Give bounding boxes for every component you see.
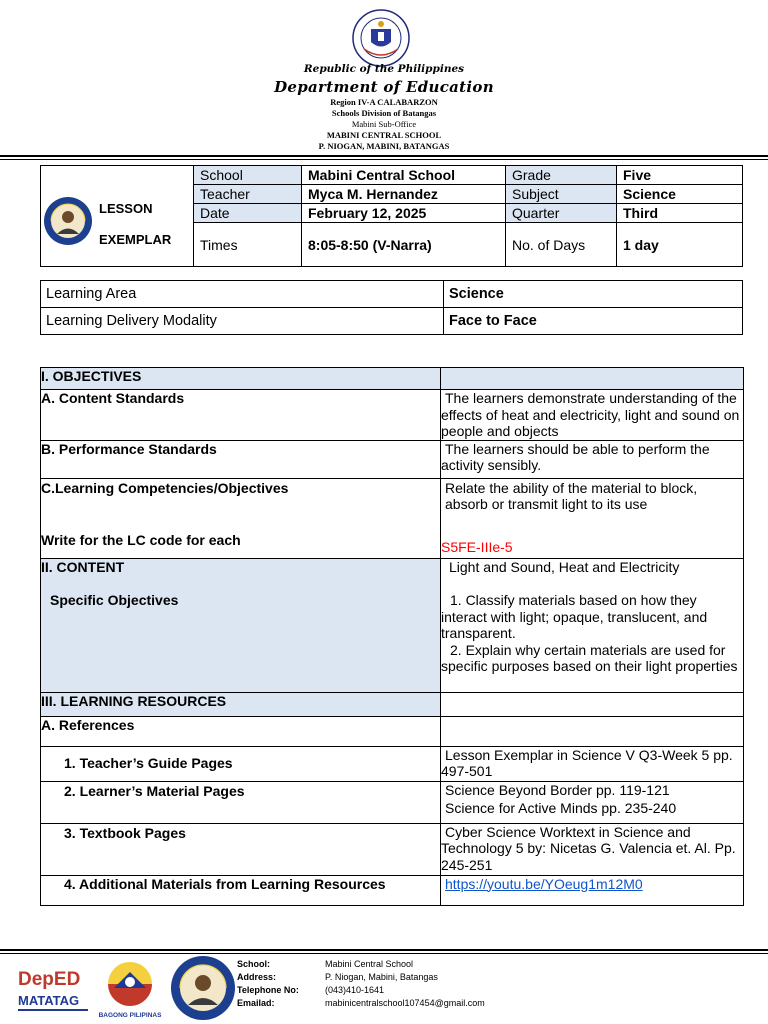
performance-standards-value: The learners should be able to perform the activity sensibly.	[441, 440, 710, 473]
days-label: No. of Days	[506, 223, 617, 267]
header-address: P. NIOGAN, MABINI, BATANGAS	[318, 141, 450, 151]
lm-pages-label: 2. Learner’s Material Pages	[41, 781, 441, 823]
objectives-heading: I. OBJECTIVES	[41, 368, 441, 390]
quarter-label: Quarter	[506, 204, 617, 223]
bagong-logo-text: BAGONG PILIPINAS	[98, 1012, 162, 1019]
competencies-cell	[41, 478, 441, 558]
grade-value: Five	[617, 166, 743, 185]
specific-objectives-label: Specific Objectives	[50, 592, 179, 608]
footer-address-value: P. Niogan, Mabini, Batangas	[325, 972, 438, 982]
deped-logo-text: DepED	[18, 969, 81, 990]
competencies-value: Relate the ability of the material to block, absorb or transmit light to its use	[445, 479, 698, 512]
textbook-pages-label: 3. Textbook Pages	[41, 823, 441, 875]
subject-value: Science	[617, 185, 743, 204]
footer-phone-label: Telephone No:	[237, 985, 299, 995]
footer-school-seal-icon	[170, 955, 236, 1021]
content-standards-cell	[441, 390, 744, 441]
additional-materials-cell	[441, 875, 744, 905]
header-republic: Republic of the Philippines	[303, 63, 465, 75]
competencies-value-cell	[441, 478, 744, 558]
grade-label: Grade	[506, 166, 617, 185]
additional-materials-link[interactable]: https://youtu.be/YOeug1m12M0	[445, 875, 643, 892]
footer-school-value: Mabini Central School	[325, 959, 414, 969]
date-label: Date	[194, 204, 302, 223]
lc-code-value: S5FE-IIIe-5	[441, 538, 513, 555]
lesson-exemplar-cell	[41, 166, 194, 267]
bagong-pilipinas-logo-icon	[94, 958, 166, 1020]
resources-heading: III. LEARNING RESOURCES	[41, 692, 441, 716]
references-label: A. References	[41, 716, 441, 746]
footer-values	[325, 958, 485, 1010]
tg-pages-cell	[441, 746, 744, 781]
lm-pages-value-2: Science for Active Minds pp. 235-240	[445, 800, 677, 816]
footer-school-label: School:	[237, 959, 270, 969]
lesson-label: LESSON	[99, 201, 153, 216]
content-standards-label: A. Content Standards	[41, 390, 441, 441]
times-value: 8:05-8:50 (V-Narra)	[302, 223, 506, 267]
quarter-value: Third	[617, 204, 743, 223]
performance-standards-cell	[441, 440, 744, 478]
content-heading: II. CONTENT	[41, 558, 125, 575]
header-school: MABINI CENTRAL SCHOOL	[326, 130, 442, 140]
lc-code-label: Write for the LC code for each	[41, 531, 241, 548]
additional-materials-label: 4. Additional Materials from Learning Resources	[41, 875, 441, 905]
school-seal-icon	[43, 196, 93, 246]
specific-objective-2: 2. Explain why certain materials are used for specific purposes based on their light properties	[441, 641, 738, 674]
school-value: Mabini Central School	[302, 166, 506, 185]
content-standards-value: The learners demonstrate understanding of the effects of heat and electricity, light and sound on people and objects	[441, 390, 740, 439]
lesson-plan-table	[40, 367, 744, 906]
content-cell	[41, 558, 441, 692]
textbook-pages-cell	[441, 823, 744, 875]
deped-matatag-logo-icon	[16, 963, 90, 1017]
modality-value: Face to Face	[444, 308, 743, 335]
date-value: February 12, 2025	[302, 204, 506, 223]
learning-area-value: Science	[444, 281, 743, 308]
teacher-label: Teacher	[194, 185, 302, 204]
footer-phone-value: (043)410-1641	[325, 985, 385, 995]
specific-objective-1: 1. Classify materials based on how they interact with light; opaque, translucent, and transparent.	[441, 592, 708, 641]
references-blank	[441, 716, 744, 746]
lm-pages-value-1: Science Beyond Border pp. 119-121	[445, 781, 670, 798]
school-label: School	[194, 166, 302, 185]
content-value-cell	[441, 558, 744, 692]
days-value: 1 day	[617, 223, 743, 267]
performance-standards-label: B. Performance Standards	[41, 440, 441, 478]
competencies-label: C.Learning Competencies/Objectives	[41, 479, 289, 496]
header-department: Department of Education	[274, 78, 494, 96]
objectives-blank	[441, 368, 744, 390]
lesson-info-table	[40, 165, 743, 267]
teacher-value: Myca M. Hernandez	[302, 185, 506, 204]
header-division: Schools Division of Batangas	[331, 108, 437, 118]
tg-pages-label: 1. Teacher’s Guide Pages	[41, 746, 441, 781]
modality-label: Learning Delivery Modality	[41, 308, 444, 335]
times-label: Times	[194, 223, 302, 267]
header-divider-thin	[0, 159, 768, 160]
matatag-logo-text: MATATAG	[18, 993, 80, 1008]
deped-seal-icon	[352, 9, 410, 67]
exemplar-label: EXEMPLAR	[99, 232, 172, 247]
header-region: Region IV-A CALABARZON	[330, 97, 438, 107]
header-sub-office: Mabini Sub-Office	[351, 119, 417, 129]
learning-area-table	[40, 280, 743, 335]
footer-address-label: Address:	[237, 972, 277, 982]
subject-label: Subject	[506, 185, 617, 204]
footer-divider-thin	[0, 953, 768, 954]
learning-area-label: Learning Area	[41, 281, 444, 308]
textbook-pages-value: Cyber Science Worktext in Science and Technology 5 by: Nicetas G. Valencia et. Al. Pp. 245-251	[441, 823, 736, 873]
header-divider	[0, 155, 768, 157]
content-value: Light and Sound, Heat and Electricity	[449, 558, 680, 575]
lm-pages-cell	[441, 781, 744, 823]
resources-blank	[441, 692, 744, 716]
tg-pages-value: Lesson Exemplar in Science V Q3-Week 5 pp. 497-501	[441, 746, 733, 779]
footer-divider	[0, 949, 768, 951]
footer-email-label: Emailad:	[237, 998, 275, 1008]
footer-labels	[237, 958, 299, 1010]
footer-email-value[interactable]: mabinicentralschool107454@gmail.com	[325, 998, 485, 1008]
